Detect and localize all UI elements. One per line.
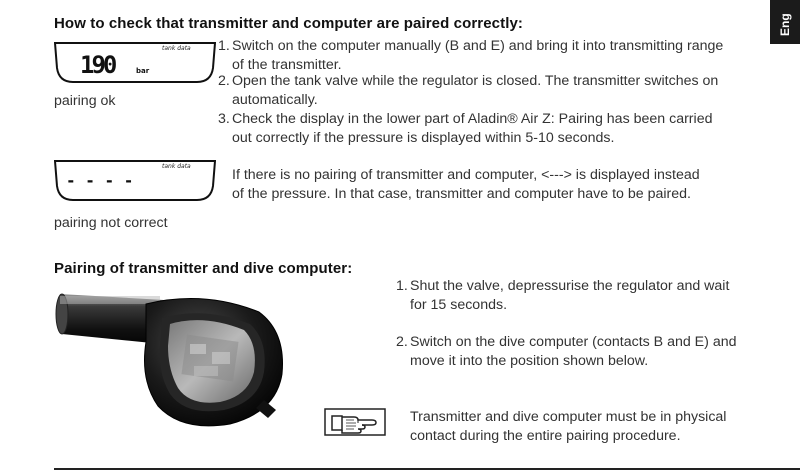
step-number: 2.	[396, 334, 408, 350]
pairing-step-1-line-1: Shut the valve, depressurise the regulator and wait	[410, 278, 730, 294]
pairing-hint	[410, 408, 726, 446]
step-number: 3.	[218, 111, 230, 127]
lcd-header-label: tank data	[162, 163, 191, 170]
step-3	[218, 110, 713, 146]
pairing-step-1	[396, 277, 730, 313]
pairing-step-2	[396, 333, 737, 369]
note-line-1: If there is no pairing of transmitter and computer, <---> is displayed instead	[232, 167, 700, 183]
bottom-divider	[54, 468, 800, 470]
step-number: 2.	[218, 73, 230, 89]
no-pairing-note	[232, 166, 700, 204]
language-tab	[770, 0, 800, 44]
section-heading-pairing: Pairing of transmitter and dive computer:	[54, 260, 353, 277]
pairing-step-2-line-2: move it into the position shown below.	[410, 353, 649, 369]
pointing-hand-icon	[324, 408, 386, 436]
lcd-dashes: - - - -	[66, 171, 134, 190]
note-line-2: of the pressure. In that case, transmitter and computer have to be paired.	[232, 186, 691, 202]
language-tab-label: Eng	[778, 13, 792, 36]
lcd-unit-label: bar	[136, 67, 150, 75]
transmitter-and-dive-computer-image	[54, 282, 314, 434]
step-2-line-1: Open the tank valve while the regulator is closed. The transmitter switches on	[232, 73, 719, 89]
step-number: 1.	[218, 38, 230, 54]
step-1	[218, 37, 724, 73]
lcd-display-pairing-not-correct	[54, 158, 216, 202]
pairing-step-2-line-1: Switch on the dive computer (contacts B and E) and	[410, 334, 737, 350]
caption-pairing-ok: pairing ok	[54, 93, 116, 109]
step-number: 1.	[396, 278, 408, 294]
step-3-line-1: Check the display in the lower part of Aladin® Air Z: Pairing has been carried	[232, 111, 713, 127]
caption-pairing-not-correct: pairing not correct	[54, 215, 168, 231]
hint-line-1: Transmitter and dive computer must be in physical	[410, 409, 727, 425]
pairing-step-1-line-2: for 15 seconds.	[410, 297, 508, 313]
lcd-header-label: tank data	[162, 45, 191, 52]
step-2-line-2: automatically.	[232, 92, 318, 108]
lcd-pressure-digits: 190	[80, 51, 115, 79]
step-1-line-1: Switch on the computer manually (B and E) and bring it into transmitting range	[232, 38, 724, 54]
step-3-line-2: out correctly if the pressure is displayed within 5-10 seconds.	[232, 130, 615, 146]
step-2	[218, 72, 719, 108]
step-1-line-2: of the transmitter.	[232, 57, 342, 73]
hint-line-2: contact during the entire pairing procedure.	[410, 428, 681, 444]
lcd-display-pairing-ok	[54, 40, 216, 84]
section-heading-check-pairing: How to check that transmitter and computer are paired correctly:	[54, 15, 524, 32]
